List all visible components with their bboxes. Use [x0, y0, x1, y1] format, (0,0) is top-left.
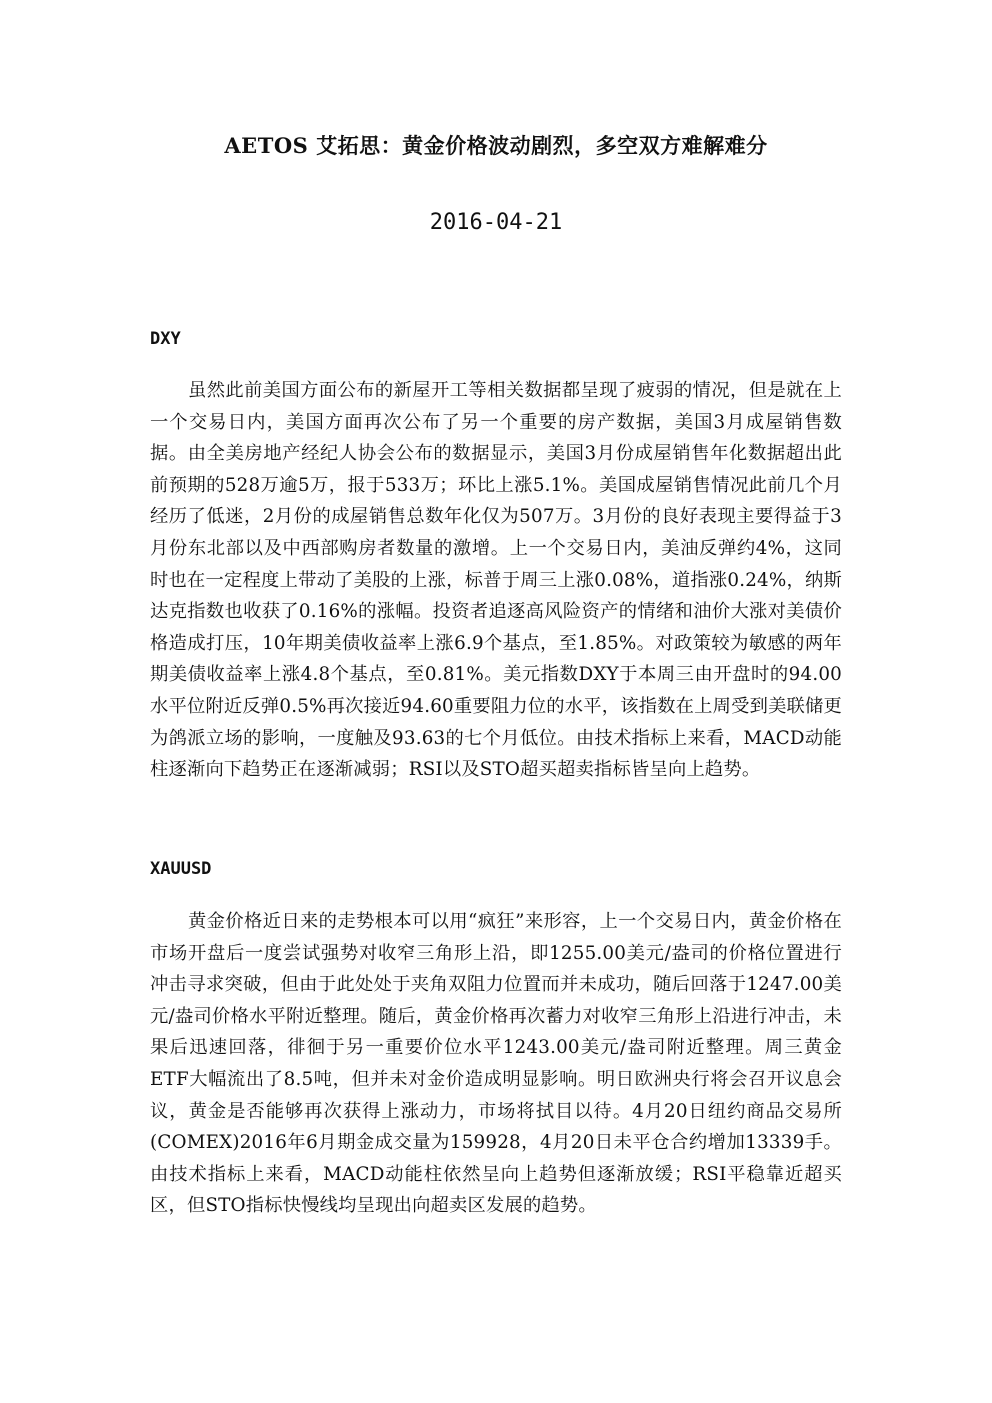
document-date: 2016-04-21 — [429, 210, 563, 235]
document-title: AETOS 艾拓思：黄金价格波动剧烈，多空双方难解难分 — [224, 133, 768, 158]
section-heading-dxy: DXY — [150, 329, 181, 349]
section-body-dxy: 虽然此前美国方面公布的新屋开工等相关数据都呈现了疲弱的情况，但是就在上一个交易日内，美国方面再次公布了另一个重要的房产数据，美国3月成屋销售数据。由全美房地产经纪人协会公布的数据显示，美国3月份成屋销售年化数据超出此前预期的528万逾5万，报于533万；环比上涨5.1%。美国成屋销售情况此前几个月经历了低迷，2月份的成屋销售总数年化仅为507万。3月份的良好表现主要得益于3月份东北部以及中西部购房者数量的激增。上一个交易日内，美油反弹约4%，这同时也在一定程度上带动了美股的上涨，标普于周三上涨0.08%，道指涨0.24%，纳斯达克指数也收获了0.16%的涨幅。投资者追逐高风险资产的情绪和油价大涨对美债价格造成打压，10年期美债收益率上涨6.9个基点，至1.85%。对政策较为敏感的两年期美债收益率上涨4.8个基点，至0.81%。美元指数DXY于本周三由开盘时的94.00水平位附近反弹0.5%再次接近94.60重要阻力位的水平，该指数在上周受到美联储更为鸽派立场的影响，一度触及93.63的七个月低位。由技术指标上来看，MACD动能柱逐渐向下趋势正在逐渐减弱；RSI以及STO超买超卖指标皆呈向上趋势。 — [150, 380, 842, 781]
section-body-xauusd: 黄金价格近日来的走势根本可以用“疯狂”来形容，上一个交易日内，黄金价格在市场开盘后一度尝试强势对收窄三角形上沿，即1255.00美元/盎司的价格位置进行冲击寻求突破，但由于此处处于夹角双阻力位置而并未成功，随后回落于1247.00美元/盎司价格水平附近整理。随后，黄金价格再次蓄力对收窄三角形上沿进行冲击，未果后迅速回落，徘徊于另一重要价位水平1243.00美元/盎司附近整理。周三黄金ETF大幅流出了8.5吨，但并未对金价造成明显影响。明日欧洲央行将会召开议息会议，黄金是否能够再次获得上涨动力，市场将拭目以待。4月20日纽约商品交易所(COMEX)2016年6月期金成交量为159928，4月20日未平仓合约增加13339手。由技术指标上来看，MACD动能柱依然呈向上趋势但逐渐放缓；RSI平稳靠近超买区，但STO指标快慢线均呈现出向超卖区发展的趋势。 — [150, 911, 842, 1217]
section-heading-xauusd: XAUUSD — [150, 859, 212, 879]
